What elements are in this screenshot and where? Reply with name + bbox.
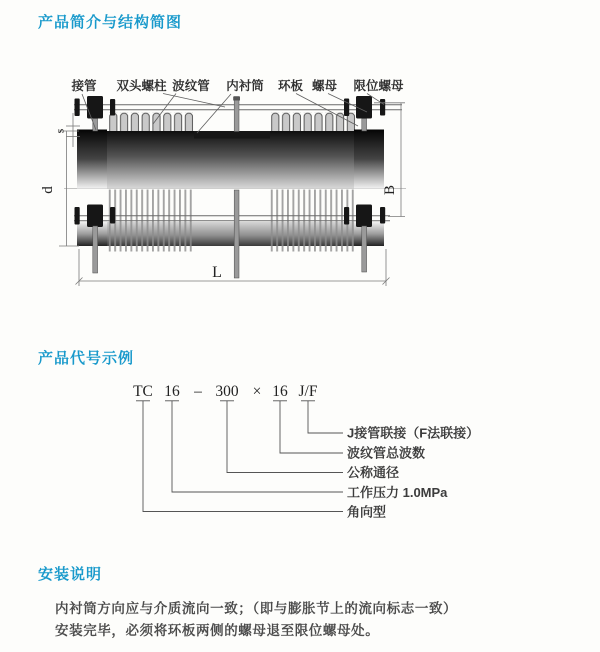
code-segments <box>133 383 318 400</box>
code-ticks <box>136 401 315 408</box>
code-seg-times: × <box>252 383 262 400</box>
product-code-figure <box>125 375 495 525</box>
code-connectors <box>143 408 343 512</box>
bellows-upper-right <box>270 112 356 131</box>
expansion-joint-drawing <box>64 96 406 278</box>
callout-nominal-diameter: 公称通径 <box>347 465 400 480</box>
bellows-upper-left <box>108 112 194 131</box>
callout-working-pressure: 工作压力 1.0MPa <box>347 484 448 500</box>
dim-B: B <box>382 184 398 196</box>
part-label-connecting-pipe: 接管 <box>71 79 97 93</box>
diagram-part-labels <box>70 78 404 93</box>
callout-wave-count: 波纹管总波数 <box>347 445 426 461</box>
code-seg-dash: – <box>194 383 202 400</box>
part-label-ring-plate: 环板 <box>277 79 304 93</box>
section-heading-code: 产品代号示例 <box>38 350 135 367</box>
code-seg-type: TC <box>133 383 153 400</box>
part-label-inner-liner: 内衬筒 <box>226 79 264 93</box>
code-seg-waves: 16 <box>272 383 288 400</box>
part-label-nut: 螺母 <box>311 79 338 93</box>
code-seg-connection: J/F <box>298 383 318 400</box>
code-seg-pressure: 16 <box>164 383 180 400</box>
dim-s: s <box>52 128 67 134</box>
part-label-limit-nut: 限位螺母 <box>353 79 404 93</box>
end-cap-left <box>77 130 107 189</box>
callout-connection: J接管联接（F法联接） <box>347 425 480 441</box>
section-heading-install: 安装说明 <box>38 566 103 583</box>
dim-L: L <box>212 264 222 281</box>
part-label-stud: 双头螺柱 <box>116 79 167 93</box>
code-callout-labels <box>347 426 479 520</box>
code-seg-diameter: 300 <box>215 383 239 400</box>
dim-d: d <box>40 186 56 194</box>
install-note-line2: 安装完毕，必须将环板两侧的螺母退至限位螺母处。 <box>55 623 380 638</box>
end-cap-right <box>354 130 384 189</box>
inner-liner-band <box>194 131 270 139</box>
part-label-bellows: 波纹管 <box>172 79 210 93</box>
shell-upper <box>105 131 357 189</box>
section-heading-intro: 产品简介与结构简图 <box>38 14 183 31</box>
structure-diagram <box>28 58 460 308</box>
install-note-line1: 内衬筒方向应与介质流向一致；（即与膨胀节上的流向标志一致） <box>55 601 458 616</box>
callout-angular-type: 角向型 <box>347 504 387 520</box>
